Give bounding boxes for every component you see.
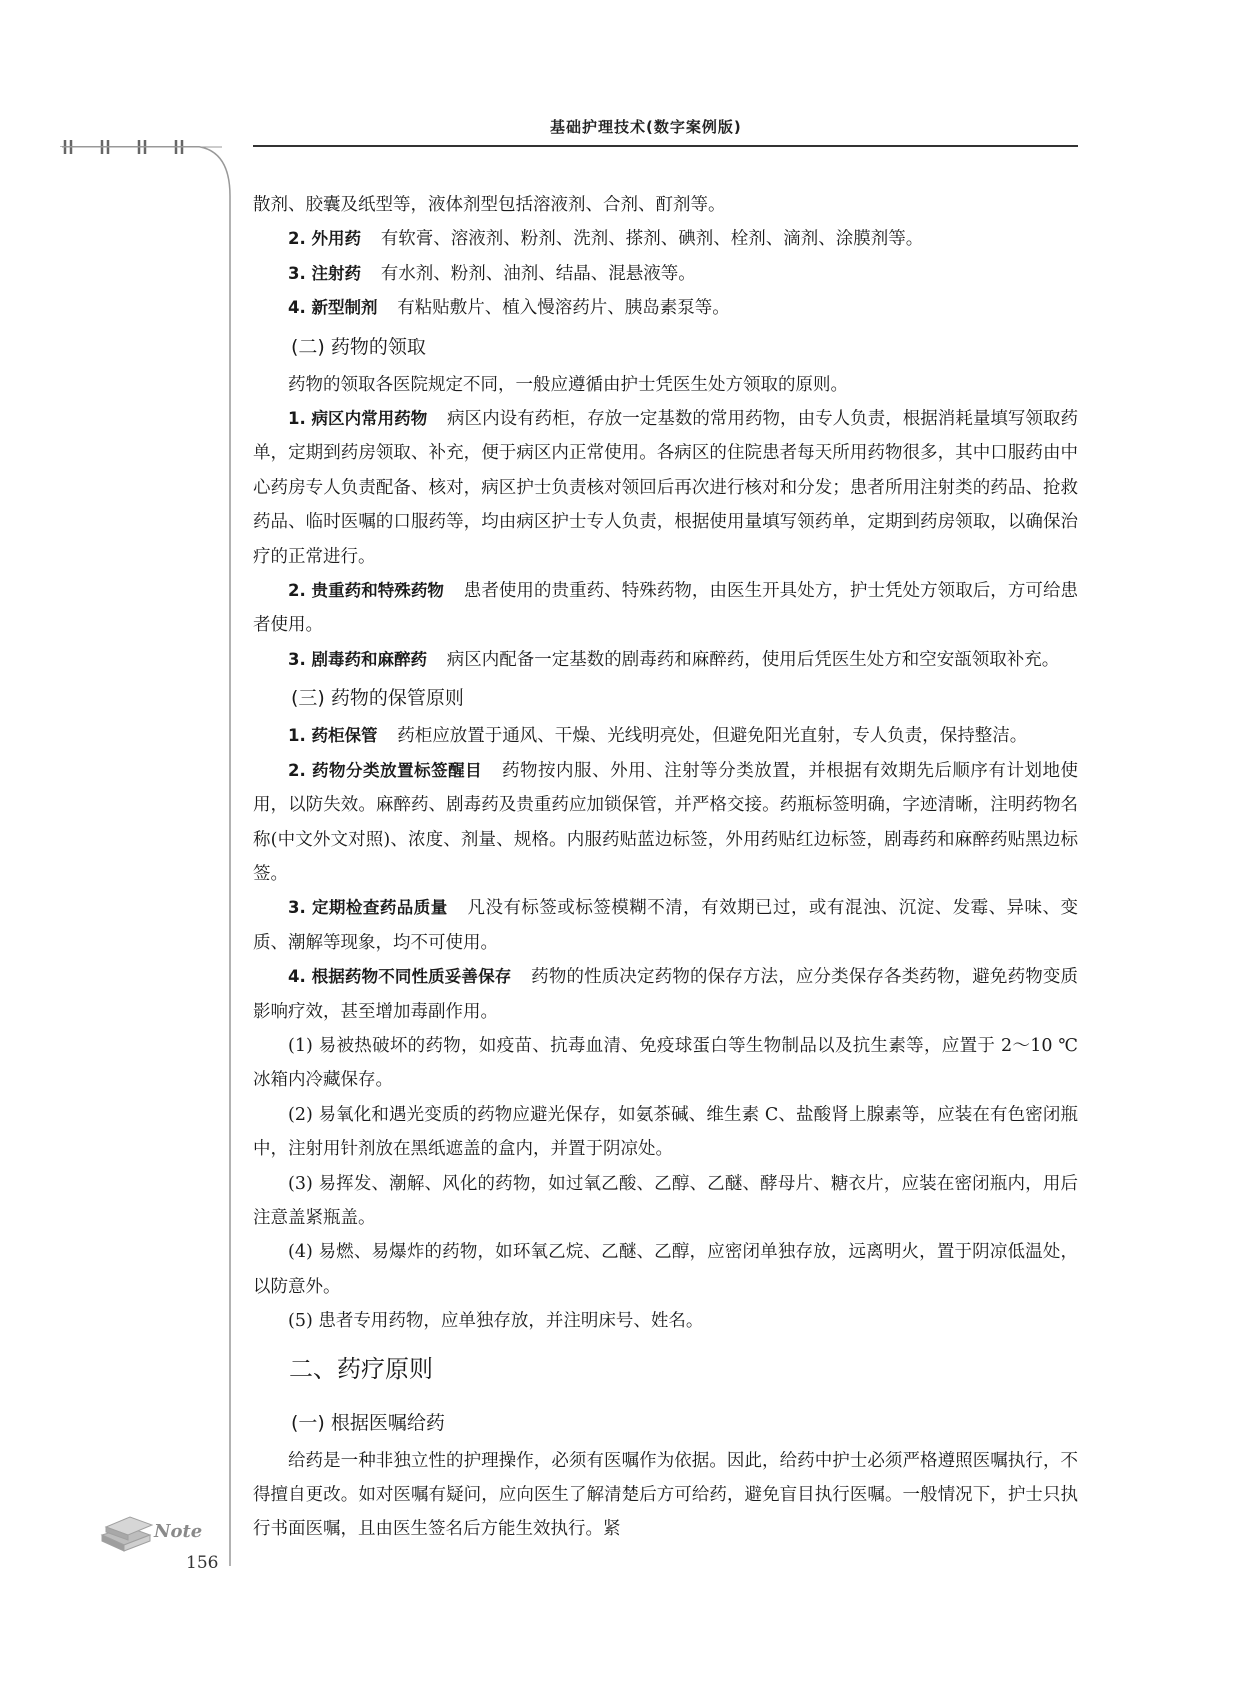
paragraph-text: 有软膏、溶液剂、粉剂、洗剂、搽剂、碘剂、栓剂、滴剂、涂膜剂等。 <box>380 229 924 250</box>
running-head: 基础护理技术(数字案例版) <box>550 118 742 136</box>
paragraph <box>253 754 1078 892</box>
paragraph-text: (5) 患者专用药物，应单独存放，并注明床号、姓名。 <box>288 1311 704 1332</box>
paragraph <box>253 574 1078 643</box>
paragraph-text: 药物的性质决定药物的保存方法，应分类保存各类药物，避免药物变质影响疗效，甚至增加毒副作用。 <box>253 967 1078 1022</box>
paragraph <box>253 1098 1078 1167</box>
page-number: 156 <box>186 1553 219 1573</box>
item-title: 1. 病区内常用药物 <box>288 409 428 429</box>
paragraph <box>253 402 1078 574</box>
subsection-heading: (一) 根据医嘱给药 <box>291 1411 445 1434</box>
paragraph-text: 有粘贴敷片、植入慢溶药片、胰岛素泵等。 <box>397 298 730 319</box>
note-logo-text: Note <box>154 1521 203 1542</box>
margin-rule-line <box>60 146 240 1566</box>
item-title: 2. 药物分类放置标签醒目 <box>288 760 483 780</box>
paragraph <box>253 1444 1078 1547</box>
paragraph <box>253 1304 1078 1338</box>
paragraph-text: 有水剂、粉剂、油剂、结晶、混悬液等。 <box>380 263 696 284</box>
paragraph-text: 凡没有标签或标签模糊不清，有效期已过，或有混浊、沉淀、发霉、异味、变质、潮解等现象，均不可使用。 <box>253 898 1078 953</box>
item-title: 3. 定期检查药品质量 <box>288 898 448 918</box>
paragraph-text: 散剂、胶囊及纸型等，液体剂型包括溶液剂、合剂、酊剂等。 <box>253 195 726 215</box>
paragraph <box>253 368 1078 402</box>
paragraph-text: 病区内设有药柜，存放一定基数的常用药物，由专人负责，根据消耗量填写领取药单，定期到药房领取、补充，便于病区内正常使用。各病区的住院患者每天所用药物很多，其中口服药由中心药房专人负责配备、核对，病区护士负责核对领回后再次进行核对和分发；患者所用注射类的药品、抢救药品、临时医嘱的口服药等，均由病区护士专人负责，根据使用量填写领药单，定期到药房领取，以确保治疗的正常进行。 <box>253 409 1078 567</box>
paragraph <box>253 891 1078 960</box>
paragraph-text: (3) 易挥发、潮解、风化的药物，如过氧乙酸、乙醇、乙醚、酵母片、糖衣片，应装在密闭瓶内，用后注意盖紧瓶盖。 <box>253 1173 1078 1228</box>
header-rule <box>253 145 1078 147</box>
paragraph <box>253 257 1078 291</box>
paragraph <box>253 188 1078 222</box>
paragraph-text: 病区内配备一定基数的剧毒药和麻醉药，使用后凭医生处方和空安瓿领取补充。 <box>446 649 1060 670</box>
paragraph-text: 给药是一种非独立性的护理操作，必须有医嘱作为依据。因此，给药中护士必须严格遵照医嘱执行，不得擅自更改。如对医嘱有疑问，应向医生了解清楚后方可给药，避免盲目执行医嘱。一般情况下，护士只执行书面医嘱，且由医生签名后方能生效执行。紧 <box>253 1450 1078 1540</box>
paragraph-text: 药物按内服、外用、注射等分类放置，并根据有效期先后顺序有计划地使用，以防失效。麻醉药、剧毒药及贵重药应加锁保管，并严格交接。药瓶标签明确，字迹清晰，注明药物名称(中文外文对照)、浓度、剂量、规格。内服药贴蓝边标签，外用药贴红边标签，剧毒药和麻醉药贴黑边标签。 <box>253 760 1079 884</box>
section-heading: 二、药疗原则 <box>289 1354 433 1383</box>
item-title: 2. 外用药 <box>288 229 361 249</box>
paragraph-text: (1) 易被热破坏的药物，如疫苗、抗毒血清、免疫球蛋白等生物制品以及抗生素等，应置于 2～10 ℃冰箱内冷藏保存。 <box>253 1035 1078 1091</box>
paragraph <box>253 222 1078 256</box>
paragraph-text: (4) 易燃、易爆炸的药物，如环氧乙烷、乙醚、乙醇，应密闭单独存放，远离明火，置于阴凉低温处，以防意外。 <box>253 1242 1078 1297</box>
item-title: 3. 注射药 <box>288 263 361 283</box>
paragraph <box>253 719 1078 753</box>
item-title: 4. 根据药物不同性质妥善保存 <box>288 967 512 987</box>
item-title: 1. 药柜保管 <box>288 726 378 746</box>
item-title: 2. 贵重药和特殊药物 <box>288 581 444 601</box>
item-title: 3. 剧毒药和麻醉药 <box>288 649 427 669</box>
paragraph <box>253 960 1078 1029</box>
paragraph <box>253 643 1078 677</box>
paragraph-text: 药物的领取各医院规定不同，一般应遵循由护士凭医生处方领取的原则。 <box>288 374 848 395</box>
body-text <box>253 188 1078 1547</box>
paragraph <box>253 1167 1078 1236</box>
item-title: 4. 新型制剂 <box>288 298 378 318</box>
paragraph <box>253 1029 1078 1098</box>
paragraph-text: (2) 易氧化和遇光变质的药物应避光保存，如氨茶碱、维生素 C、盐酸肾上腺素等，应装在有色密闭瓶中，注射用针剂放在黑纸遮盖的盒内，并置于阴凉处。 <box>253 1104 1078 1160</box>
paragraph <box>253 291 1078 325</box>
paragraph-text: 患者使用的贵重药、特殊药物，由医生开具处方，护士凭处方领取后，方可给患者使用。 <box>253 581 1079 636</box>
paragraph-text: 药柜应放置于通风、干燥、光线明亮处，但避免阳光直射，专人负责，保持整洁。 <box>397 726 1028 747</box>
note-book-icon <box>98 1505 208 1557</box>
subsection-heading: (二) 药物的领取 <box>291 335 426 358</box>
paragraph <box>253 1235 1078 1304</box>
subsection-heading: (三) 药物的保管原则 <box>291 687 464 710</box>
